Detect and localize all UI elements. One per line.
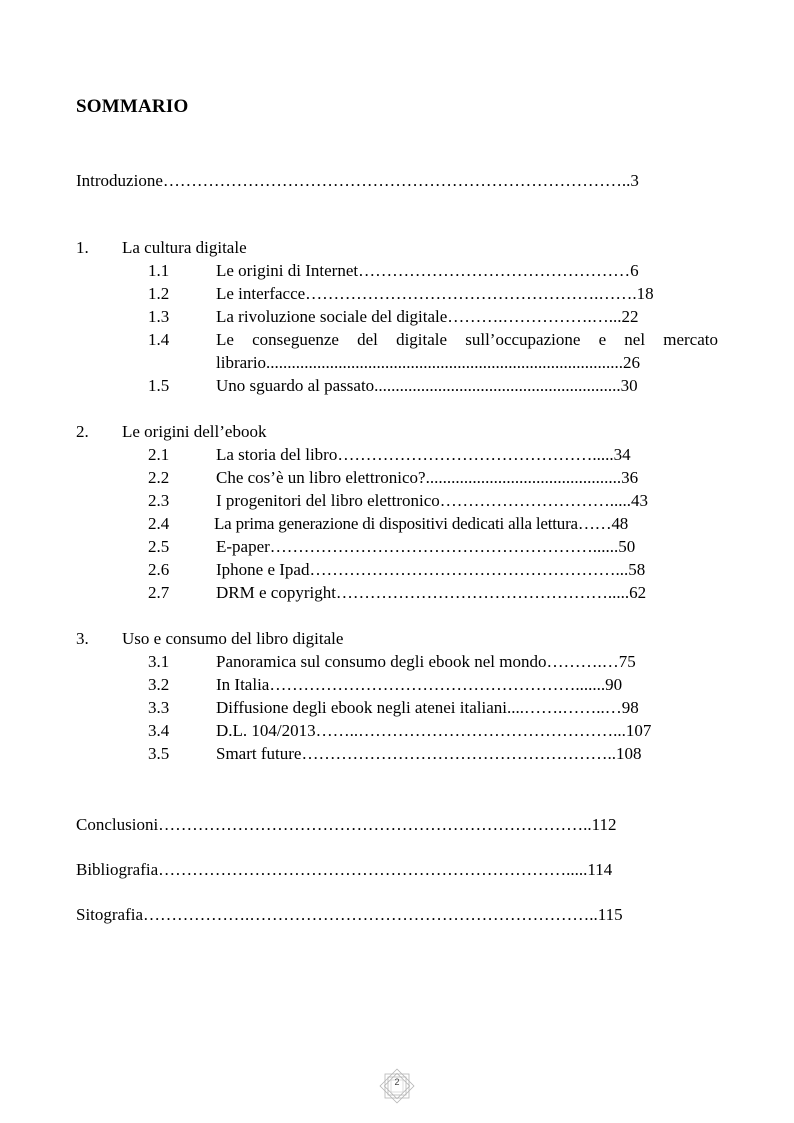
section-title: D.L. 104/2013……..………………………………………...107 — [216, 721, 652, 740]
section-number: 1.3 — [148, 307, 170, 326]
section-number: 1.5 — [148, 376, 170, 395]
chapter-number: 2. — [76, 422, 89, 441]
section-title-line-2: librario....................................................................................26 — [216, 353, 641, 372]
toc-entry-conclusions[interactable]: Conclusioni…………………………………………………………………..112 — [76, 815, 617, 834]
toc-entry-sitography[interactable]: Sitografia……………….……………………………………………………..115 — [76, 905, 623, 924]
section-number: 2.6 — [148, 560, 170, 579]
section-title: Iphone e Ipad………………………………………………...58 — [216, 560, 646, 579]
chapter-title: Uso e consumo del libro digitale — [122, 629, 344, 648]
section-title: Che cos’è un libro elettronico?..............................................36 — [216, 468, 639, 487]
section-number: 3.4 — [148, 721, 170, 740]
page-number: 2 — [394, 1077, 400, 1087]
section-number: 2.3 — [148, 491, 170, 510]
section-number: 2.5 — [148, 537, 170, 556]
section-title: Smart future………………………………………………..108 — [216, 744, 642, 763]
section-number: 3.3 — [148, 698, 170, 717]
section-number: 3.5 — [148, 744, 170, 763]
page-title: SOMMARIO — [76, 96, 189, 117]
section-title: Uno sguardo al passato..........................................................30 — [216, 376, 638, 395]
section-number: 3.1 — [148, 652, 170, 671]
section-title: La rivoluzione sociale del digitale……….…………….…...22 — [216, 307, 639, 326]
section-number: 2.4 — [148, 514, 170, 533]
section-number: 1.4 — [148, 330, 170, 349]
section-title: DRM e copyright………………………………………….....62 — [216, 583, 647, 602]
section-number: 2.1 — [148, 445, 170, 464]
section-title: I progenitori del libro elettronico………………………….....43 — [216, 491, 649, 510]
chapter-number: 1. — [76, 238, 89, 257]
chapter-title: Le origini dell’ebook — [122, 422, 267, 441]
section-title: Le origini di Internet…………………………………………6 — [216, 261, 639, 280]
section-title: E-paper…………………………………………………......50 — [216, 537, 636, 556]
section-number: 1.2 — [148, 284, 170, 303]
section-title: La prima generazione di dispositivi dedicati alla lettura……48 — [214, 514, 629, 533]
section-title: La storia del libro……………………………………….....34 — [216, 445, 631, 464]
section-number: 2.7 — [148, 583, 170, 602]
section-number: 2.2 — [148, 468, 170, 487]
section-number: 3.2 — [148, 675, 170, 694]
chapter-title: La cultura digitale — [122, 238, 247, 257]
section-title: In Italia……………………………………………….......90 — [216, 675, 623, 694]
section-title: Diffusione degli ebook negli atenei italiani....…….……..…98 — [216, 698, 639, 717]
chapter-number: 3. — [76, 629, 89, 648]
section-title-line-1: Le conseguenze del digitale sull’occupazione e nel mercato — [216, 330, 718, 349]
toc-entry-introduction[interactable]: Introduzione………………………………………………………………………..3 — [76, 171, 639, 190]
toc-entry-bibliography[interactable]: Bibliografia……………………………………………………………….....114 — [76, 860, 613, 879]
section-number: 1.1 — [148, 261, 170, 280]
section-title: Panoramica sul consumo degli ebook nel mondo……….…75 — [216, 652, 636, 671]
section-title: Le interfacce…………………………………………….…….18 — [216, 284, 654, 303]
